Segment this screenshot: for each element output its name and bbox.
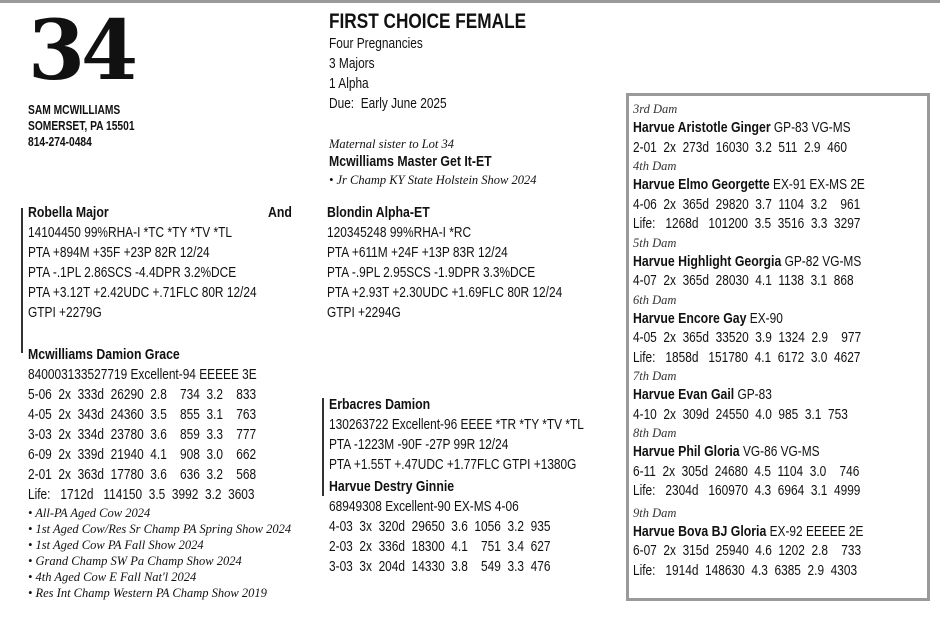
seller-info bbox=[28, 102, 158, 150]
dam-generation-label: 8th Dam bbox=[633, 426, 677, 440]
sire2-name: Blondin Alpha-ET bbox=[327, 204, 430, 221]
dam-sire bbox=[329, 395, 640, 577]
dam-sire-line: PTA -1223M -90F -27P 99R 12/24 bbox=[329, 437, 509, 453]
offering-line: Due: Early June 2025 bbox=[329, 96, 447, 112]
dam-score: GP-83 bbox=[734, 387, 772, 403]
dam-score: GP-83 VG-MS bbox=[770, 120, 851, 136]
dam-lifetime: Life: 1712d 114150 3.5 3992 3.2 3603 bbox=[28, 487, 255, 503]
seller-address: SOMERSET, PA 15501 bbox=[28, 119, 135, 133]
dam-name-line bbox=[633, 175, 874, 196]
dam-list bbox=[629, 96, 927, 581]
dam-record: 4-06 2x 365d 29820 3.7 1104 3.2 961 bbox=[633, 196, 861, 213]
dam-sire-line: 130263722 Excellent-96 EEEE *TR *TY *TV *TL bbox=[329, 417, 584, 433]
dam-record: 6-11 2x 305d 24680 4.5 1104 3.0 746 bbox=[633, 463, 860, 480]
dam-award: • All-PA Aged Cow 2024 bbox=[28, 506, 151, 520]
sire2 bbox=[327, 203, 614, 323]
dam-sire-bracket bbox=[322, 398, 324, 496]
dam-record: 6-09 2x 339d 21940 4.1 908 3.0 662 bbox=[28, 447, 257, 463]
sire1-line: GTPI +2279G bbox=[28, 305, 102, 321]
dam-name-line bbox=[633, 385, 874, 406]
dam-entry bbox=[633, 235, 927, 292]
dam-score: EX-92 EEEEE 2E bbox=[766, 523, 864, 540]
dam-entry bbox=[633, 158, 927, 235]
maternal-sister-award: • Jr Champ KY State Holstein Show 2024 bbox=[329, 173, 537, 187]
dam-record: 5-06 2x 333d 26290 2.8 734 3.2 833 bbox=[28, 387, 257, 403]
dam-record: Life: 1858d 151780 4.1 6172 3.0 4627 bbox=[633, 349, 861, 366]
dam-entry bbox=[633, 505, 927, 582]
dam-entry bbox=[633, 425, 927, 502]
dam-award: • Res Int Champ Western PA Champ Show 2019 bbox=[28, 586, 267, 600]
dam-name: Harvue Highlight Georgia bbox=[633, 252, 782, 270]
dam-award: • 4th Aged Cow E Fall Nat'l 2024 bbox=[28, 570, 197, 584]
dam-name: Mcwilliams Damion Grace bbox=[28, 346, 180, 363]
sire2-line: PTA +611M +24F +13P 83R 12/24 bbox=[327, 245, 508, 261]
top-rule bbox=[0, 0, 940, 3]
sire2-line: 120345248 99%RHA-I *RC bbox=[327, 225, 472, 241]
sire2-line: PTA +2.93T +2.30UDC +1.69FLC 80R 12/24 bbox=[327, 285, 563, 301]
second-dam-line: 4-03 3x 320d 29650 3.6 1056 3.2 935 bbox=[329, 519, 551, 535]
sire1-line: 14104450 99%RHA-I *TC *TY *TV *TL bbox=[28, 225, 232, 241]
sire1-line: PTA -.1PL 2.86SCS -4.4DPR 3.2%DCE bbox=[28, 265, 237, 281]
dam-name: Harvue Evan Gail bbox=[633, 386, 735, 403]
lot-number: 34 bbox=[28, 3, 135, 99]
offering bbox=[329, 10, 569, 114]
second-dam-line: 3-03 3x 204d 14330 3.8 549 3.3 476 bbox=[329, 559, 551, 575]
maternal-sister-name: Mcwilliams Master Get It-ET bbox=[329, 153, 492, 170]
sire1-line: PTA +894M +35F +23P 82R 12/24 bbox=[28, 245, 210, 261]
dam-record: Life: 1268d 101200 3.5 3516 3.3 3297 bbox=[633, 216, 861, 232]
dam-record: 3-03 2x 334d 23780 3.6 859 3.3 777 bbox=[28, 427, 257, 443]
dam-name-line bbox=[633, 442, 874, 463]
sire1-line: PTA +3.12T +2.42UDC +.71FLC 80R 12/24 bbox=[28, 285, 257, 301]
offering-line: Four Pregnancies bbox=[329, 36, 423, 52]
dam-record: Life: 1914d 148630 4.3 6385 2.9 4303 bbox=[633, 562, 858, 579]
dam-name-line bbox=[633, 252, 874, 273]
sire1 bbox=[28, 203, 298, 323]
dam-generation-label: 3rd Dam bbox=[633, 102, 678, 116]
second-dam-line: 2-03 2x 336d 18300 4.1 751 3.4 627 bbox=[329, 539, 551, 555]
sire1-name: Robella Major bbox=[28, 204, 109, 221]
offering-line: 1 Alpha bbox=[329, 76, 369, 92]
maternal-sister bbox=[329, 136, 537, 188]
dam-name-line bbox=[633, 118, 874, 139]
dam-generation-label: 6th Dam bbox=[633, 292, 677, 307]
dam-sire-line: PTA +1.55T +.47UDC +1.77FLC GTPI +1380G bbox=[329, 457, 577, 473]
dam-sire-name: Erbacres Damion bbox=[329, 396, 431, 413]
dam-record: 4-05 2x 365d 33520 3.9 1324 2.9 977 bbox=[633, 330, 862, 346]
dam-record: 4-07 2x 365d 28030 4.1 1138 3.1 868 bbox=[633, 273, 854, 289]
dam-record: 2-01 2x 363d 17780 3.6 636 3.2 568 bbox=[28, 467, 257, 483]
dam-entry bbox=[633, 292, 927, 369]
dam-score: EX-90 bbox=[746, 310, 783, 327]
dam bbox=[28, 345, 307, 601]
dam-record: Life: 2304d 160970 4.3 6964 3.1 4999 bbox=[633, 483, 861, 499]
dam-score: VG-86 VG-MS bbox=[739, 444, 820, 460]
dam-score: GP-82 VG-MS bbox=[781, 253, 862, 270]
maternal-sister-label: Maternal sister to Lot 34 bbox=[329, 137, 455, 151]
dam-score: EX-91 EX-MS 2E bbox=[769, 177, 865, 193]
dam-generation-label: 5th Dam bbox=[633, 235, 677, 250]
dam-record: 4-05 2x 343d 24360 3.5 855 3.1 763 bbox=[28, 407, 257, 423]
dam-record: 2-01 2x 273d 16030 3.2 511 2.9 460 bbox=[633, 139, 847, 156]
dam-id: 840003133527719 Excellent-94 EEEEE 3E bbox=[28, 367, 257, 383]
second-dam-line: 68949308 Excellent-90 EX-MS 4-06 bbox=[329, 499, 519, 515]
dam-name: Harvue Phil Gloria bbox=[633, 443, 740, 460]
dam-pedigree-box bbox=[626, 93, 930, 601]
dam-award: • 1st Aged Cow PA Fall Show 2024 bbox=[28, 538, 204, 552]
dam-award: • 1st Aged Cow/Res Sr Champ PA Spring Show 2024 bbox=[28, 522, 292, 536]
seller-name: SAM MCWILLIAMS bbox=[28, 103, 121, 117]
dam-name-line bbox=[633, 309, 874, 330]
sire2-line: GTPI +2294G bbox=[327, 305, 401, 321]
dam-name: Harvue Aristotle Ginger bbox=[633, 119, 771, 136]
offering-title: FIRST CHOICE FEMALE bbox=[329, 10, 527, 33]
seller-phone: 814-274-0484 bbox=[28, 135, 92, 149]
dam-name: Harvue Bova BJ Gloria bbox=[633, 522, 767, 540]
dam-generation-label: 4th Dam bbox=[633, 159, 677, 173]
and-label: And bbox=[268, 204, 292, 221]
second-dam-name: Harvue Destry Ginnie bbox=[329, 478, 455, 495]
dam-name: Harvue Elmo Georgette bbox=[633, 176, 770, 193]
dam-award: • Grand Champ SW Pa Champ Show 2024 bbox=[28, 554, 242, 568]
dam-name: Harvue Encore Gay bbox=[633, 309, 747, 327]
dam-name-line bbox=[633, 522, 874, 543]
dam-record: 4-10 2x 309d 24550 4.0 985 3.1 753 bbox=[633, 406, 848, 423]
sire2-line: PTA -.9PL 2.95SCS -1.9DPR 3.3%DCE bbox=[327, 265, 536, 281]
dam-generation-label: 9th Dam bbox=[633, 505, 677, 520]
dam-generation-label: 7th Dam bbox=[633, 369, 677, 383]
dam-record: 6-07 2x 315d 25940 4.6 1202 2.8 733 bbox=[633, 543, 862, 559]
sire-bracket bbox=[21, 208, 23, 353]
dam-entry bbox=[633, 368, 927, 425]
offering-line: 3 Majors bbox=[329, 56, 375, 72]
dam-entry bbox=[633, 101, 927, 158]
